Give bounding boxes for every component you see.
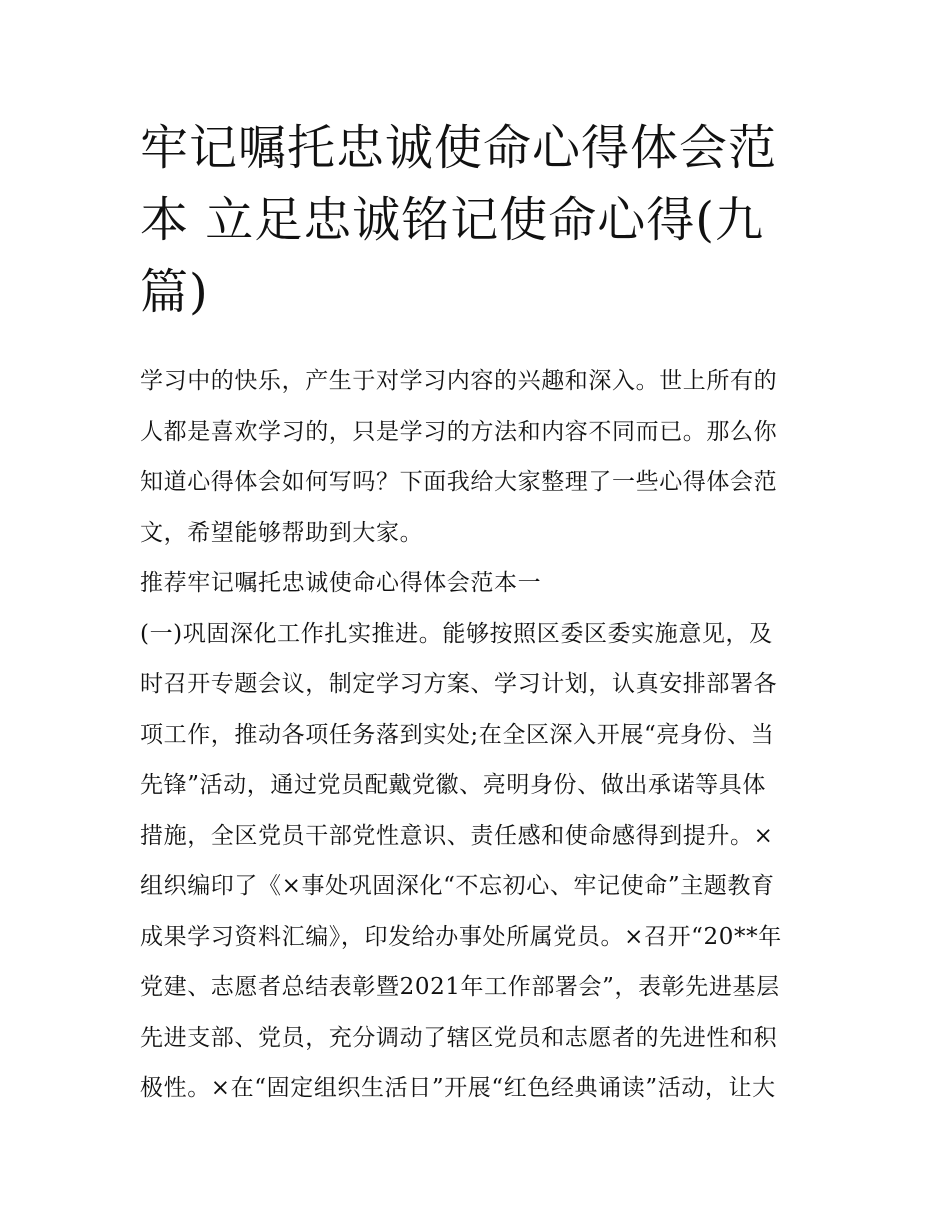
paragraph-line: 先进支部、党员，充分调动了辖区党员和志愿者的先进性和积 xyxy=(140,1024,778,1051)
title-line: 牢记嘱托忠诚使命心得体会范 xyxy=(140,120,778,176)
paragraph-line: 时召开专题会议，制定学习方案、学习计划，认真安排部署各 xyxy=(140,671,778,697)
document-title xyxy=(140,112,820,328)
intro-line: 文，希望能够帮助到大家。 xyxy=(140,519,424,546)
intro-line: 人都是喜欢学习的，只是学习的方法和内容不同而已。那么你 xyxy=(140,418,778,445)
paragraph-line: 组织编印了《×事处巩固深化“不忘初心、牢记使命”主题教育 xyxy=(140,873,775,899)
paragraph-line: 极性。×在“固定组织生活日”开展“红色经典诵读”活动，让大 xyxy=(140,1075,776,1101)
paragraph-line: 先锋”活动，通过党员配戴党徽、亮明身份、做出承诺等具体 xyxy=(140,772,766,798)
section-heading: 推荐牢记嘱托忠诚使命心得体会范本一 xyxy=(140,570,542,596)
title-line: 本 立足忠诚铭记使命心得(九 xyxy=(140,192,764,248)
paragraph-line: 项工作，推动各项任务落到实处;在全区深入开展“亮身份、当 xyxy=(140,721,775,748)
paragraph-line: 党建、志愿者总结表彰暨2021年工作部署会”，表彰先进基层 xyxy=(140,974,780,1000)
paragraph-line: 成果学习资料汇编》，印发给办事处所属党员。×召开“20**年 xyxy=(140,923,782,950)
intro-line: 学习中的快乐，产生于对学习内容的兴趣和深入。世上所有的 xyxy=(140,368,778,394)
paragraph-line: 措施，全区党员干部党性意识、责任感和使命感得到提升。× xyxy=(140,822,774,849)
document-body xyxy=(140,356,820,1114)
intro-line: 知道心得体会如何写吗？下面我给大家整理了一些心得体会范 xyxy=(140,469,778,495)
title-line: 篇) xyxy=(140,264,209,320)
paragraph-line: (一)巩固深化工作扎实推进。能够按照区委区委实施意见，及 xyxy=(140,620,773,647)
